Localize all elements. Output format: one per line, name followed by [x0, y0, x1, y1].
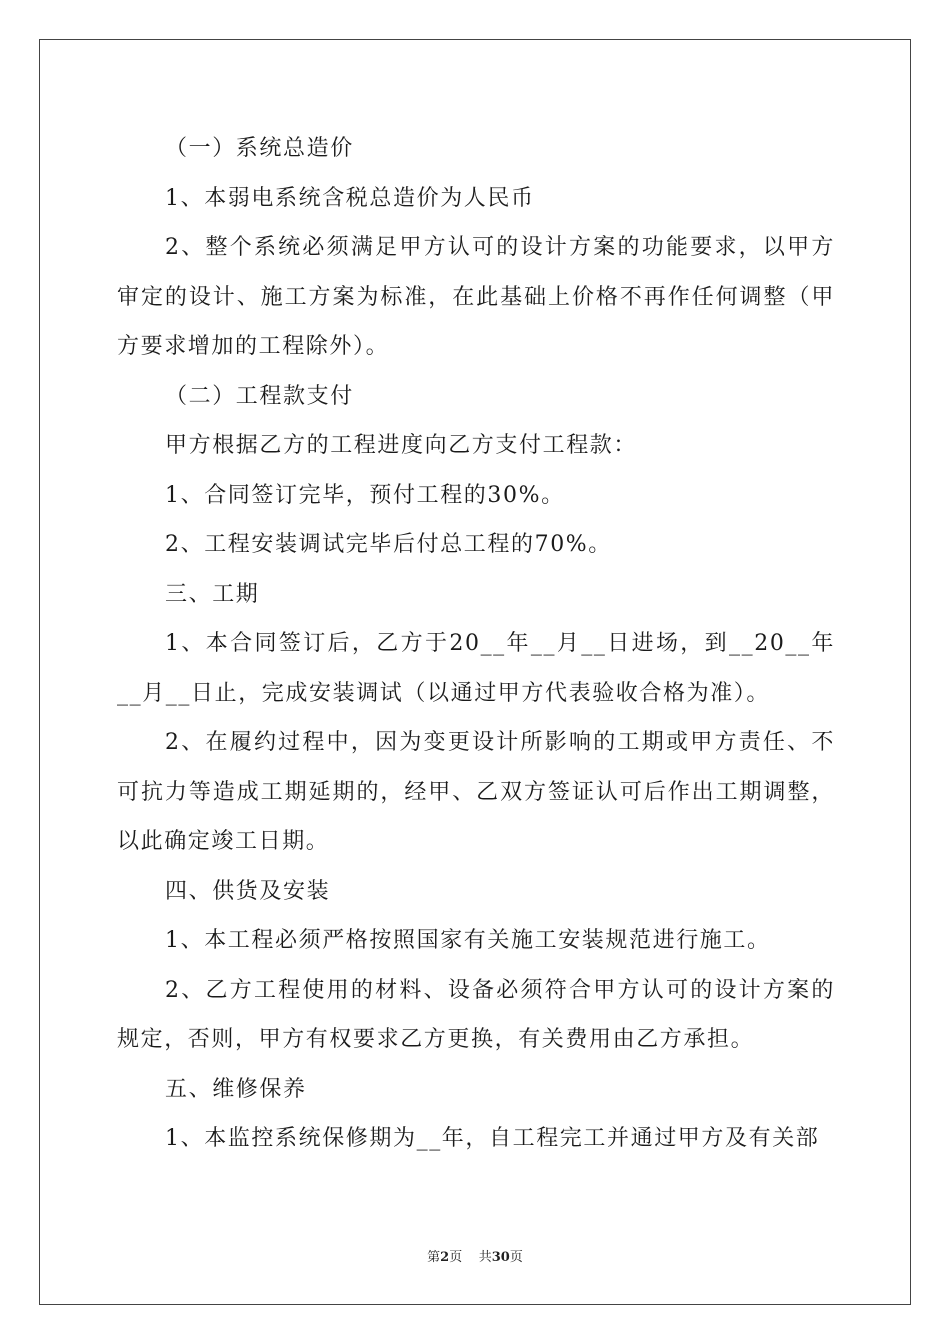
paragraph: 1、本监控系统保修期为__年，自工程完工并通过甲方及有关部 [165, 1126, 820, 1151]
page-footer [0, 1246, 950, 1265]
paragraph: 2、工程安装调试完毕后付总工程的70%。 [165, 532, 612, 557]
paragraph: 2、乙方工程使用的材料、设备必须符合甲方认可的设计方案的规定，否则，甲方有权要求乙方更换，有关费用由乙方承担。 [117, 977, 835, 1052]
document-body [117, 124, 835, 1164]
footer-page-number: 2 [440, 1250, 450, 1265]
footer-total-number: 30 [491, 1250, 510, 1265]
paragraph: 甲方根据乙方的工程进度向乙方支付工程款： [165, 433, 638, 458]
paragraph: 1、本合同签订后，乙方于20__年__月__日进场，到__20__年__月__日止，完成安装调试（以通过甲方代表验收合格为准）。 [117, 631, 835, 706]
paragraph-section-5-title: 五、维修保养 [165, 1076, 307, 1102]
footer-total-prefix: 共 [478, 1250, 492, 1265]
paragraph: 2、整个系统必须满足甲方认可的设计方案的功能要求，以甲方审定的设计、施工方案为标准，在此基础上价格不再作任何调整（甲方要求增加的工程除外）。 [117, 235, 835, 359]
paragraph: 1、合同签订完毕，预付工程的30%。 [165, 482, 565, 508]
paragraph-section-3-title: 三、工期 [165, 581, 260, 607]
footer-total-suffix: 页 [509, 1250, 523, 1265]
footer-page-suffix: 页 [449, 1250, 463, 1265]
paragraph-section-1-title: （一）系统总造价 [165, 136, 354, 161]
footer-page-prefix: 第 [427, 1250, 441, 1265]
paragraph: 2、在履约过程中，因为变更设计所影响的工期或甲方责任、不可抗力等造成工期延期的，经甲、乙双方签证认可后作出工期调整，以此确定竣工日期。 [117, 730, 835, 854]
paragraph: 1、本弱电系统含税总造价为人民币 [165, 185, 535, 211]
paragraph-section-4-title: 四、供货及安装 [165, 878, 331, 904]
paragraph: 1、本工程必须严格按照国家有关施工安装规范进行施工。 [165, 928, 771, 953]
paragraph-section-2-title: （二）工程款支付 [165, 383, 354, 409]
